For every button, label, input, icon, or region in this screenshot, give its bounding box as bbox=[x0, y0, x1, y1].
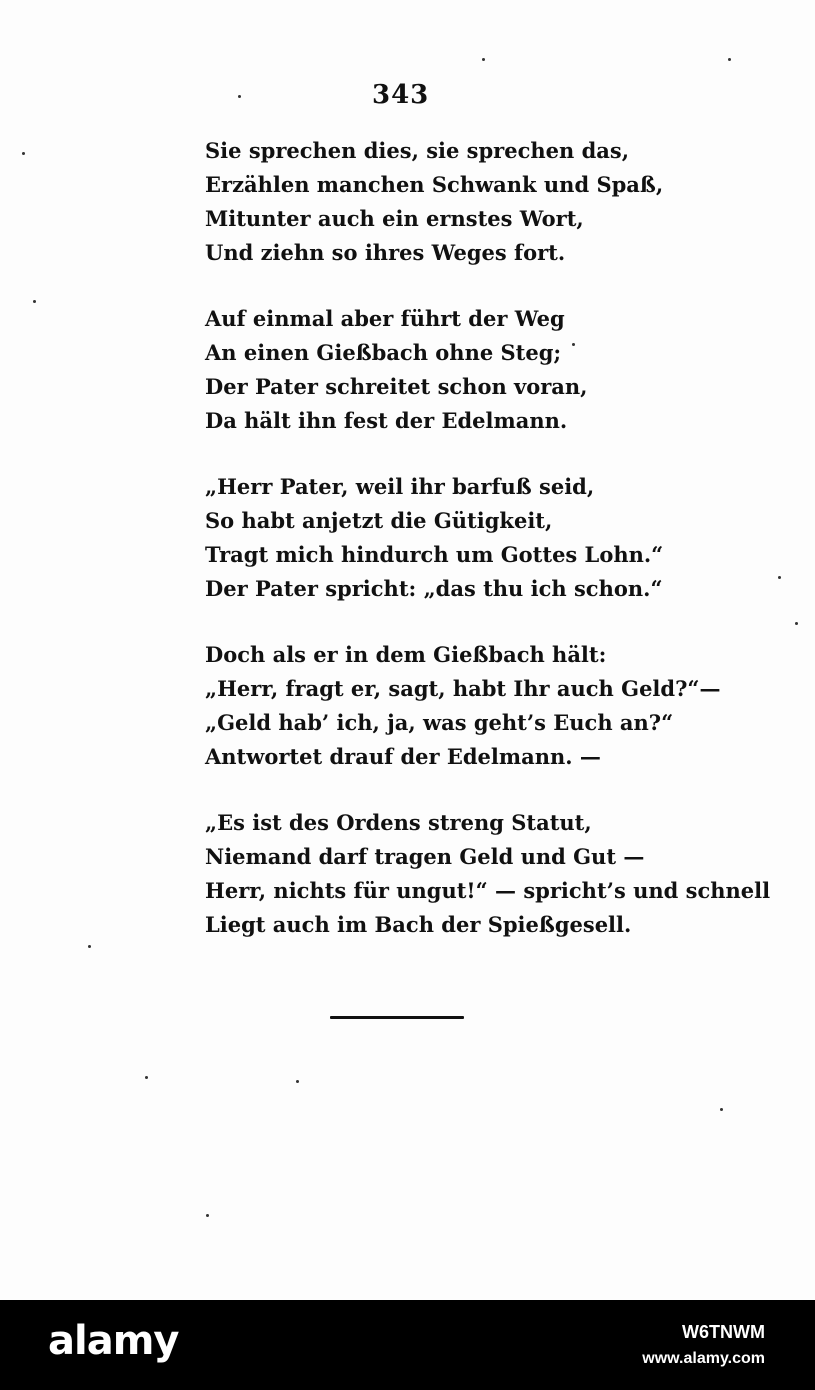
verse-line: Erzählen manchen Schwank und Spaß, bbox=[205, 172, 664, 197]
image-id: W6TNWM bbox=[682, 1322, 765, 1342]
verse-line: Mitunter auch ein ernstes Wort, bbox=[205, 206, 584, 231]
print-speck bbox=[238, 95, 241, 98]
print-speck bbox=[33, 300, 36, 303]
verse-line: Herr, nichts für ungut!“ — spricht’s und schnell bbox=[205, 878, 771, 903]
verse-line: „Herr, fragt er, sagt, habt Ihr auch Geld?“— bbox=[205, 676, 721, 701]
verse-line: „Geld hab’ ich, ja, was geht’s Euch an?“ bbox=[205, 710, 674, 735]
stanza bbox=[205, 470, 685, 606]
watermark-banner bbox=[0, 1300, 815, 1390]
verse-line: Da hält ihn fest der Edelmann. bbox=[205, 408, 568, 433]
stanza bbox=[205, 638, 721, 774]
stanza bbox=[205, 806, 771, 942]
verse-line: „Herr Pater, weil ihr barfuß seid, bbox=[205, 474, 595, 499]
verse-line: Und ziehn so ihres Weges fort. bbox=[205, 240, 566, 265]
section-divider bbox=[330, 1016, 464, 1019]
print-speck bbox=[88, 945, 91, 948]
verse-line: Der Pater schreitet schon voran, bbox=[205, 374, 588, 399]
print-speck bbox=[720, 1108, 723, 1111]
page-number: 343 bbox=[372, 80, 430, 110]
print-speck bbox=[22, 152, 25, 155]
print-speck bbox=[482, 58, 485, 61]
verse-line: Niemand darf tragen Geld und Gut — bbox=[205, 844, 645, 869]
verse-line: Sie sprechen dies, sie sprechen das, bbox=[205, 138, 630, 163]
verse-line: Tragt mich hindurch um Gottes Lohn.“ bbox=[205, 542, 664, 567]
print-speck bbox=[728, 58, 731, 61]
brand-logo: alamy bbox=[48, 1318, 179, 1364]
stanza bbox=[205, 134, 685, 270]
site-url: www.alamy.com bbox=[642, 1350, 765, 1367]
verse-line: Antwortet drauf der Edelmann. — bbox=[205, 744, 601, 769]
verse-line: An einen Gießbach ohne Steg; bbox=[205, 340, 562, 365]
print-speck bbox=[206, 1214, 209, 1217]
verse-line: Liegt auch im Bach der Spießgesell. bbox=[205, 912, 632, 937]
verse-line: Doch als er in dem Gießbach hält: bbox=[205, 642, 607, 667]
verse-line: Der Pater spricht: „das thu ich schon.“ bbox=[205, 576, 663, 601]
stanza bbox=[205, 302, 685, 438]
print-speck bbox=[778, 576, 781, 579]
verse-line: „Es ist des Ordens streng Statut, bbox=[205, 810, 592, 835]
print-speck bbox=[296, 1080, 299, 1083]
verse-line: So habt anjetzt die Gütigkeit, bbox=[205, 508, 553, 533]
print-speck bbox=[145, 1076, 148, 1079]
print-speck bbox=[572, 343, 575, 346]
print-speck bbox=[795, 622, 798, 625]
verse-line: Auf einmal aber führt der Weg bbox=[205, 306, 565, 331]
